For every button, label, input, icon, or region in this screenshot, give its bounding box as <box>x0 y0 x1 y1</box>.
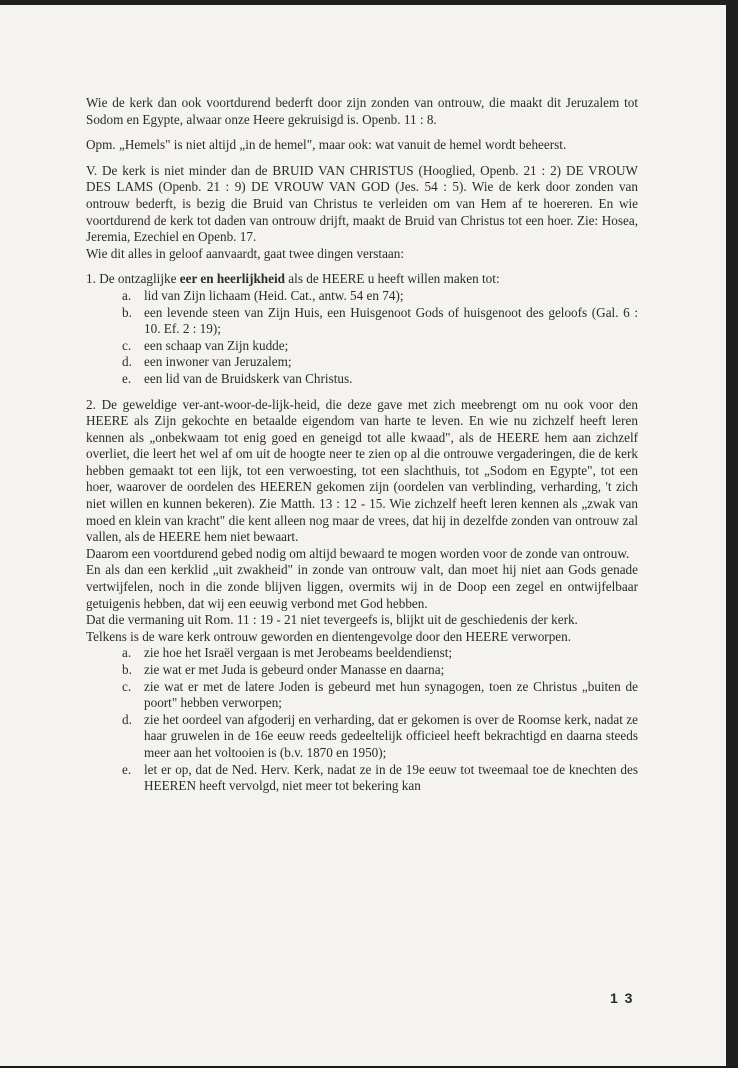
point-1-heading <box>86 271 638 288</box>
list-item: e. let er op, dat de Ned. Herv. Kerk, nadat ze in de 19e eeuw tot tweemaal toe de knechten des HEEREN heeft vervolgd, niet meer tot bekering kan <box>122 761 638 794</box>
point-2-paragraph-5: Telkens is de ware kerk ontrouw geworden en dientengevolge door den HEERE verworpen. <box>86 628 572 644</box>
list-item: b. zie wat er met Juda is gebeurd onder Manasse en daarna; <box>122 662 445 677</box>
point-2-paragraph-4: Dat die vermaning uit Rom. 11 : 19 - 21 niet tevergeefs is, blijkt uit de geschiedenis der kerk. <box>86 612 578 628</box>
point-2-paragraph-3: En als dan een kerklid „uit zwakheid" in zonde van ontrouw valt, dan moet hij niet aan Gods genade vertwijfelen, noch in die zonde blijven liggen, overmits wij in de Doop een zegel en ontwijfelbaar getuigenis hebben, dat wij een eeuwig verbond met God hebben. <box>86 562 638 611</box>
page-number: 1 3 <box>610 990 634 1006</box>
point-1-list <box>86 288 638 388</box>
list-item: d. een inwoner van Jeruzalem; <box>122 354 292 370</box>
section-v-paragraph: V. De kerk is niet minder dan de BRUID VAN CHRISTUS (Hooglied, Openb. 21 : 2) DE VROUW DES LAMS (Openb. 21 : 9) DE VROUW VAN GOD (Jes. 54 : 5). Wie de kerk door zonden van ontrouw bederft, is bezig die Bruid van Christus te verleiden om van Hem af te hoereren. En wie voortdurend de kerk tot daden van ontrouw drijft, maakt de Bruid van Christus tot een hoer. Zie: Hosea, Jeremia, Ezechiel en Openb. 17. <box>86 162 638 245</box>
list-item: b. een levende steen van Zijn Huis, een Huisgenoot Gods of huisgenoot des geloofs (Gal. 6 : 10. Ef. 2 : 19); <box>122 304 638 337</box>
note-paragraph: Opm. „Hemels" is niet altijd „in de hemel", maar ook: wat vanuit de hemel wordt beheerst. <box>86 137 567 153</box>
document-page <box>0 5 726 1068</box>
point-2-list <box>86 645 638 794</box>
point-2-paragraph-2: Daarom een voortdurend gebed nodig om altijd bewaard te mogen worden voor de zonde van ontrouw. <box>86 545 630 561</box>
list-item: a. lid van Zijn lichaam (Heid. Cat., antw. 54 en 74); <box>122 287 404 303</box>
section-v-lead: Wie dit alles in geloof aanvaardt, gaat twee dingen verstaan: <box>86 245 405 261</box>
list-item: c. een schaap van Zijn kudde; <box>122 337 289 353</box>
list-item: d. zie het oordeel van afgoderij en verharding, dat er gekomen is over de Roomse kerk, nadat ze haar gruwelen in de 16e eeuw reeds gedeeltelijk officieel heeft bekrachtigd en daarna steeds meer aan het voltooien is (b.v. 1870 en 1950); <box>122 711 638 760</box>
list-item: c. zie wat er met de latere Joden is gebeurd met hun synagogen, toen ze Christus „buiten de poort" hebben verworpen; <box>122 678 638 711</box>
intro-paragraph: Wie de kerk dan ook voortdurend bederft door zijn zonden van ontrouw, die maakt dit Jeruzalem tot Sodom en Egypte, alwaar onze Heere gekruisigd is. Openb. 11 : 8. <box>86 95 638 127</box>
point-1-suffix: als de HEERE u heeft willen maken tot: <box>288 271 500 287</box>
point-1-prefix: 1. De ontzaglijke <box>86 271 177 287</box>
point-1-bold: eer en heerlijkheid <box>179 271 285 287</box>
list-item: e. een lid van de Bruidskerk van Christus. <box>122 370 353 386</box>
list-item: a. zie hoe het Israël vergaan is met Jerobeams beeldendienst; <box>122 645 453 661</box>
point-2-paragraph: 2. De geweldige ver-ant-woor-de-lijk-heid, die deze gave met zich meebrengt om nu ook voor den HEERE als Zijn gekochte en betaalde eigendom van harte te leven. En wie nu zichzelf heeft leren kennen als „onbekwaam tot enig goed en geneigd tot alle kwaad", als de HEERE hem aan zichzelf overliet, die leert het wel af om uit de hoogte neer te zien op al die ontrouwe vergaderingen, die de kerk hebben gemaakt tot een lijk, tot een verwoesting, tot een slachthuis, tot „Sodom en Egypte", tot een hoer, waarover de oordelen des HEEREN gekomen zijn (oordelen van verblinding, verharding, 't zich niet willen en kunnen bekeren). Zie Matth. 13 : 12 - 15. Wie zichzelf heeft leren kennen als „zwak van moed en klein van kracht" die kent alleen nog maar de vrees, dat hij in dezelfde zonden van ontrouw zal vallen, als de HEERE hem niet bewaart. <box>86 396 638 545</box>
body-text <box>86 95 638 795</box>
